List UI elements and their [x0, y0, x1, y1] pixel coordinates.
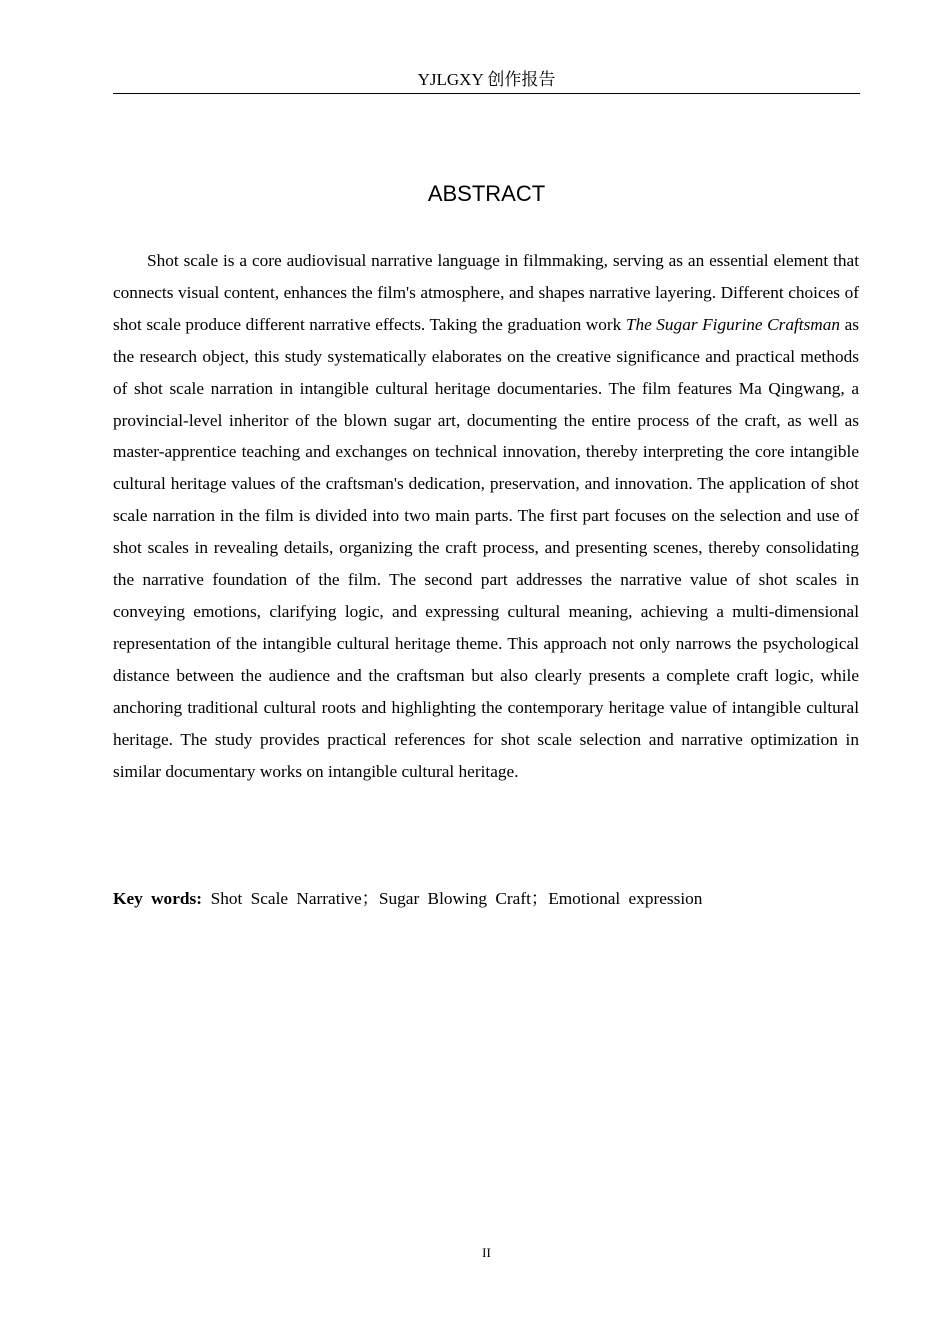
keyword-item: Emotional expression [548, 889, 703, 908]
keyword-item: Shot Scale Narrative； [210, 889, 379, 908]
abstract-text-part2: as the research object, this study systematically elaborates on the creative significance and practical methods of shot scale narration in intangible cultural heritage documentaries. The film features Ma Qingwang, a provincial-level inheritor of the blown sugar art, documenting the entire process of the craft, as well as master-apprentice teaching and exchanges on technical innovation, thereby interpreting the core intangible cultural heritage values of the craftsman's dedication, preservation, and innovation. The application of shot scale narration in the film is divided into two main parts. The first part focuses on the selection and use of shot scales in revealing details, organizing the craft process, and presenting scenes, thereby consolidating the narrative foundation of the film. The second part addresses the narrative value of shot scales in conveying emotions, clarifying logic, and expressing cultural meaning, achieving a multi-dimensional representation of the intangible cultural heritage theme. This approach not only narrows the psychological distance between the audience and the craftsman but also clearly presents a complete craft logic, while anchoring traditional cultural roots and highlighting the contemporary heritage value of intangible cultural heritage. The study provides practical references for shot scale selection and narrative optimization in similar documentary works on intangible cultural heritage. [113, 314, 859, 781]
page-number: II [482, 1245, 491, 1260]
abstract-body [113, 245, 859, 787]
film-title: The Sugar Figurine Craftsman [625, 314, 841, 334]
abstract-title: ABSTRACT [427, 181, 546, 206]
abstract-text-part1: Shot scale is a core audiovisual narrative language in filmmaking, serving as an essential element that connects visual content, enhances the film's atmosphere, and shapes narrative layering. Different choices of shot scale produce different narrative effects. Taking the graduation work [113, 251, 859, 334]
keywords-label: Key words: [113, 889, 202, 908]
keyword-item: Sugar Blowing Craft； [378, 889, 549, 908]
page-header [113, 68, 860, 94]
keywords-line [113, 884, 859, 914]
header-text: YJLGXY 创作报告 [417, 70, 556, 89]
